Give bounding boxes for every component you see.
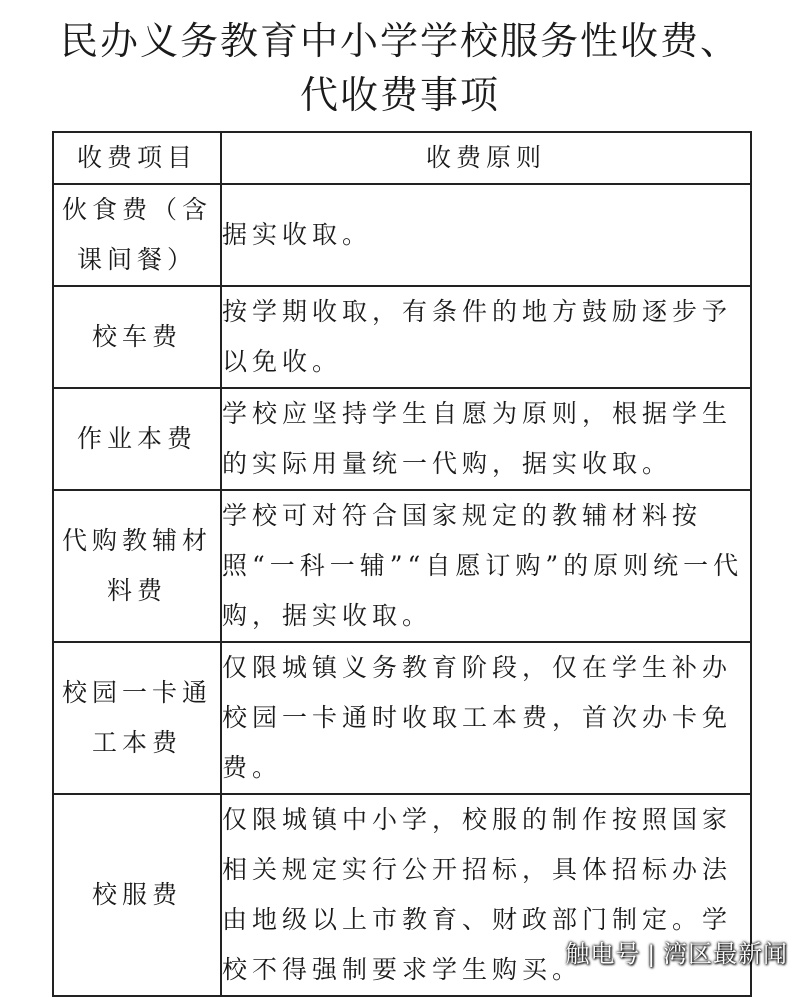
- table-row: [53, 490, 751, 642]
- table-header-row: [53, 132, 751, 184]
- fee-principle-cell: 学校可对符合国家规定的教辅材料按照“一科一辅”“自愿订购”的原则统一代购，据实收取。: [221, 490, 751, 642]
- fee-item-cell: 代购教辅材料费: [53, 490, 221, 642]
- fee-table: [52, 131, 752, 997]
- table-row: [53, 184, 751, 286]
- source-watermark: 触电号 | 湾区最新闻: [565, 941, 788, 968]
- table-row: [53, 642, 751, 794]
- fee-principle-cell: 按学期收取，有条件的地方鼓励逐步予以免收。: [221, 286, 751, 388]
- fee-principle-cell: 仅限城镇中小学，校服的制作按照国家相关规定实行公开招标，具体招标办法由地级以上市教育、财政部门制定。学校不得强制要求学生购买。: [221, 794, 751, 996]
- table-row: [53, 388, 751, 490]
- header-fee-item: 收费项目: [53, 132, 221, 184]
- fee-item-cell: 伙食费（含课间餐）: [53, 184, 221, 286]
- fee-item-cell: 校车费: [53, 286, 221, 388]
- fee-principle-cell: 学校应坚持学生自愿为原则，根据学生的实际用量统一代购，据实收取。: [221, 388, 751, 490]
- document-title-line-1: 民办义务教育中小学学校服务性收费、: [59, 19, 740, 63]
- fee-principle-cell: 据实收取。: [221, 184, 751, 286]
- fee-item-cell: 校服费: [53, 794, 221, 996]
- header-fee-principle: 收费原则: [221, 132, 751, 184]
- fee-item-cell: 作业本费: [53, 388, 221, 490]
- fee-item-cell: 校园一卡通工本费: [53, 642, 221, 794]
- table-row: [53, 286, 751, 388]
- document-title-line-2: 代收费事项: [299, 73, 500, 117]
- fee-principle-cell: 仅限城镇义务教育阶段，仅在学生补办校园一卡通时收取工本费，首次办卡免费。: [221, 642, 751, 794]
